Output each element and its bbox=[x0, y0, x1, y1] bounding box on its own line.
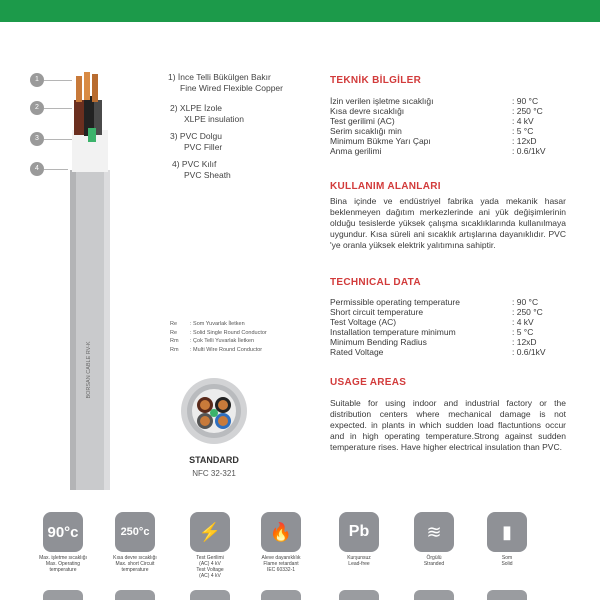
copper-wire-1 bbox=[76, 76, 82, 102]
stranded-wire-icon: ≋ bbox=[414, 512, 454, 552]
lightning-icon: ⚡ bbox=[190, 512, 230, 552]
legend-row: Rm : Çok Telli Yuvarlak İletken bbox=[170, 338, 254, 344]
spec-row: Minimum Bending Radius : 12xD bbox=[330, 337, 537, 347]
usage-text: Suitable for using indoor and industrial factory or the distribution centers where mechanical damage is not expected. in plants in which sudden load flactuntions occur and in high operating temperature.Strong against sudden temperature rises. Have higher electrical insulation than PVC. bbox=[330, 398, 566, 452]
copper-wire-2 bbox=[84, 72, 90, 100]
spec-row: Short circuit temperature : 250 °C bbox=[330, 307, 543, 317]
thermometer-250-icon: 250°c bbox=[115, 512, 155, 552]
legend-row: Re : Solid Single Round Conductor bbox=[170, 329, 267, 336]
cable-illustration bbox=[62, 70, 122, 490]
usage-title: USAGE AREAS bbox=[330, 377, 407, 388]
part-1: 1) İnce Telli Bükülgen Bakır Fine Wired Flexible Copper bbox=[168, 72, 283, 93]
part-4: 4) PVC Kılıf PVC Sheath bbox=[172, 159, 231, 180]
callout-line bbox=[44, 139, 72, 140]
core-green bbox=[88, 128, 96, 142]
bottom-icon-row bbox=[30, 590, 578, 600]
callout-line bbox=[44, 80, 72, 81]
technical-title: TECHNICAL DATA bbox=[330, 277, 421, 288]
callout-2: 2 bbox=[30, 101, 44, 115]
standard-code: NFC 32-321 bbox=[192, 469, 236, 478]
teknik-title: TEKNİK BİLGİLER bbox=[330, 75, 422, 86]
lead-free-icon: Pb bbox=[339, 512, 379, 552]
callout-1: 1 bbox=[30, 73, 44, 87]
technical-table bbox=[330, 297, 546, 357]
callout-4: 4 bbox=[30, 162, 44, 176]
spec-row: Anma gerilimi : 0.6/1kV bbox=[330, 146, 546, 156]
feature-flame-retardant: 🔥 Aleve dayanıklılık Flame retardant IEC 60332-1 bbox=[248, 512, 314, 573]
core-brown bbox=[74, 100, 84, 135]
spec-row: Permissible operating temperature : 90 °C bbox=[330, 297, 539, 307]
top-banner bbox=[0, 0, 600, 22]
callout-line bbox=[44, 108, 72, 109]
standard-block bbox=[178, 455, 250, 478]
core-green bbox=[210, 409, 218, 417]
copper-wire-3 bbox=[92, 74, 98, 102]
feature-operating-temp: 90°c Max. işletme sıcaklığı Max. Operating temperature bbox=[30, 512, 96, 573]
kullanim-text: Bina içinde ve endüstriyel fabrika yada mekanik hasar beklenmeyen dağıtım merkezlerinde ani yük değişimlerinin olduğu tesislerde yüksek çalışma sıcaklıklarında kullanılmaya uygundur. Kısa süreli ani sıcaklık artışlarına dayanıklıdır. PVC 'ye oranla yüksek elektrik yalıtımına sahiptir. bbox=[330, 196, 566, 250]
spec-row: Serim sıcaklığı min : 5 °C bbox=[330, 126, 534, 136]
feature-stranded: ≋ Örgülü Stranded bbox=[401, 512, 467, 567]
callout-3: 3 bbox=[30, 132, 44, 146]
feature-test-voltage: ⚡ Test Gerilimi (AC) 4 kV Test Voltage (AC) 4 kV bbox=[177, 512, 243, 579]
feature-solid: ▮ Som Solid bbox=[474, 512, 540, 567]
spec-row: Rated Voltage : 0.6/1kV bbox=[330, 347, 546, 357]
spec-row: Installation temperature minimum : 5 °C bbox=[330, 327, 534, 337]
legend-row: Re : Som Yuvarlak İletken bbox=[170, 321, 245, 327]
callout-line bbox=[44, 169, 68, 170]
legend-row: Rm : Multi Wire Round Conductor bbox=[170, 346, 263, 353]
kullanim-title: KULLANIM ALANLARI bbox=[330, 181, 441, 192]
standard-title: STANDARD bbox=[189, 455, 239, 465]
cable-print-text: BORSAN CABLE RV-K bbox=[86, 341, 92, 399]
solid-conductor-icon: ▮ bbox=[487, 512, 527, 552]
part-2: 2) XLPE İzole XLPE insulation bbox=[170, 103, 245, 124]
conductor-legend bbox=[170, 320, 267, 354]
spec-row: Test gerilimi (AC) : 4 kV bbox=[330, 116, 534, 126]
part-3: 3) PVC Dolgu PVC Filler bbox=[170, 131, 223, 152]
spec-row: Test Voltage (AC) : 4 kV bbox=[330, 317, 534, 327]
spec-row: Kısa devre sıcaklığı : 250 °C bbox=[330, 106, 543, 116]
spec-row: Minimum Bükme Yarı Çapı : 12xD bbox=[330, 136, 537, 146]
cable-cross-section bbox=[178, 375, 250, 447]
flame-icon: 🔥 bbox=[261, 512, 301, 552]
feature-short-circuit-temp: 250°c Kısa devre sıcaklığı Max. short Circuit temperature bbox=[102, 512, 168, 573]
teknik-table bbox=[330, 96, 546, 156]
spec-row: İzin verilen işletme sıcaklığı : 90 °C bbox=[330, 96, 539, 106]
thermometer-90-icon: 90°c bbox=[43, 512, 83, 552]
feature-lead-free: Pb Kurşunsuz Lead-free bbox=[326, 512, 392, 567]
